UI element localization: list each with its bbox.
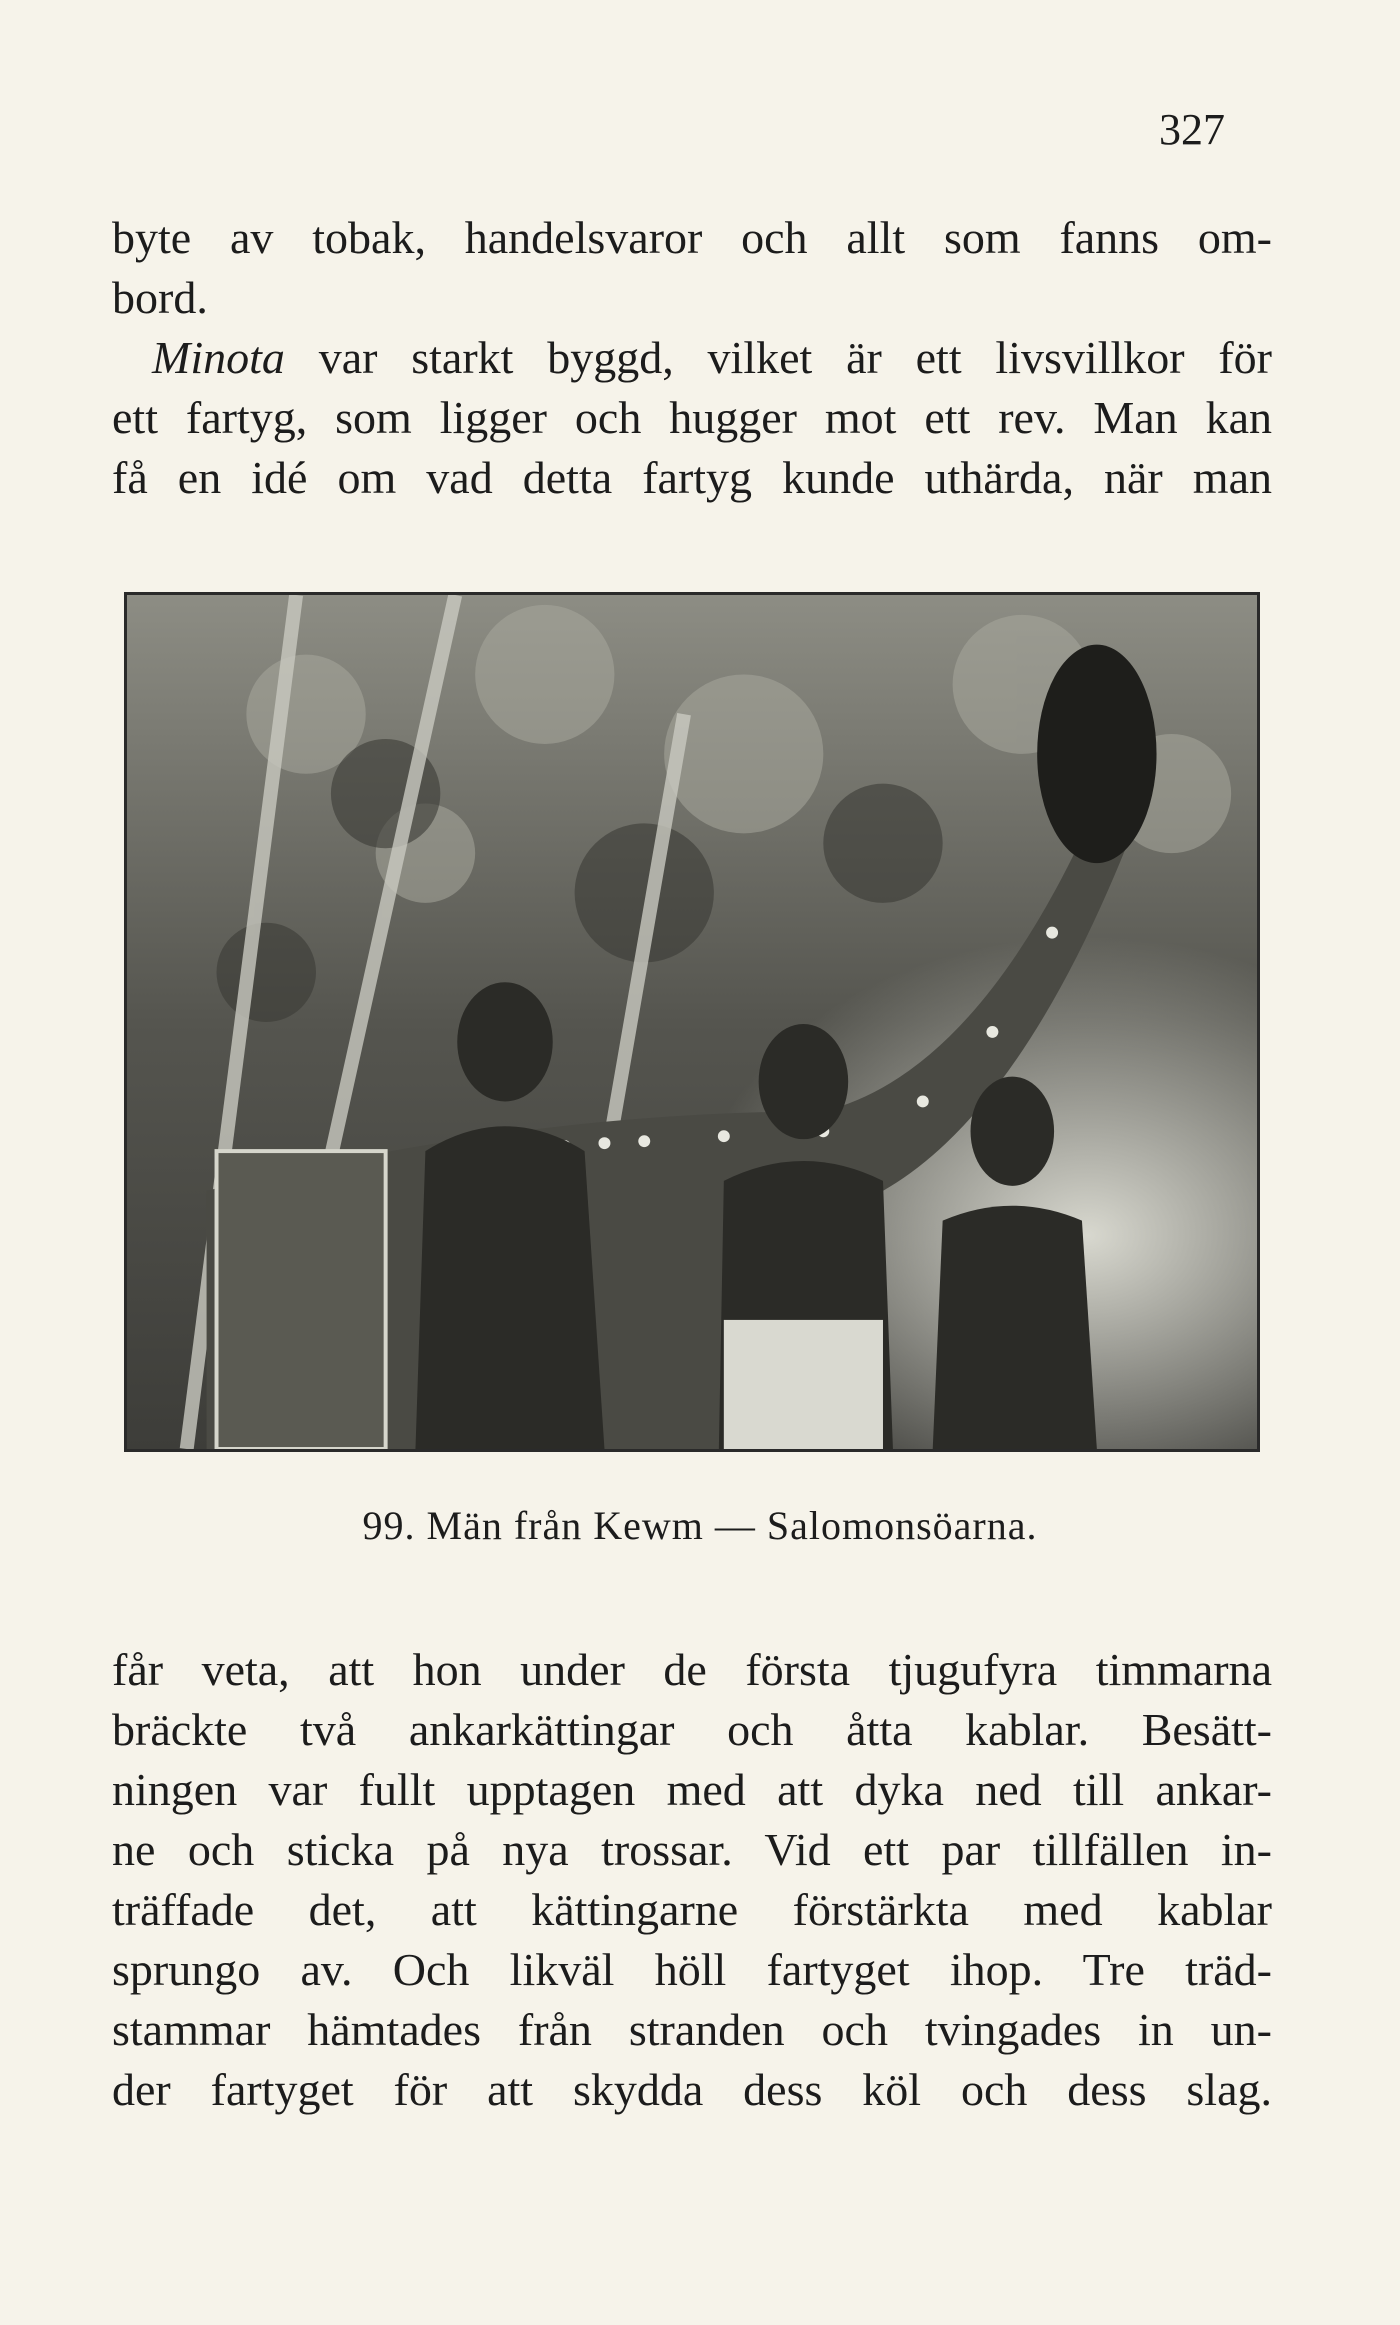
text-fragment: var starkt byggd, vilket är ett livsvillkor för: [284, 332, 1272, 383]
text-line: bräckte två ankarkättingar och åtta kablar. Besätt-: [112, 1704, 1272, 1755]
text-line: ne och sticka på nya trossar. Vid ett par tillfällen in-: [112, 1824, 1272, 1875]
text-line: ett fartyg, som ligger och hugger mot ett rev. Man kan: [112, 392, 1272, 443]
text-line: der fartyget för att skydda dess köl och dess slag.: [112, 2064, 1272, 2115]
text-bottom: [112, 1640, 1272, 2120]
photo-illustration: [127, 595, 1257, 1449]
text-line: få en idé om vad detta fartyg kunde uthärda, när man: [112, 452, 1272, 503]
text-line: byte av tobak, handelsvaror och allt som fanns om-: [112, 212, 1272, 263]
page-number: 327: [1159, 105, 1225, 154]
text-line: [112, 328, 1272, 388]
text-line: stammar hämtades från stranden och tvingades in un-: [112, 2004, 1272, 2055]
text-line: ningen var fullt upptagen med att dyka ned till ankar-: [112, 1764, 1272, 1815]
text-line: får veta, att hon under de första tjugufyra timmarna: [112, 1644, 1272, 1695]
text-top: [112, 208, 1272, 508]
photograph: [124, 592, 1260, 1452]
text-line: bord.: [112, 272, 208, 323]
text-line: träffade det, att kättingarne förstärkta med kablar: [112, 1884, 1272, 1935]
figure-caption: 99. Män från Kewm — Salomonsöarna.: [362, 1503, 1038, 1548]
ship-name: Minota: [152, 332, 285, 383]
text-line: sprungo av. Och likväl höll fartyget ihop. Tre träd-: [112, 1944, 1272, 1995]
